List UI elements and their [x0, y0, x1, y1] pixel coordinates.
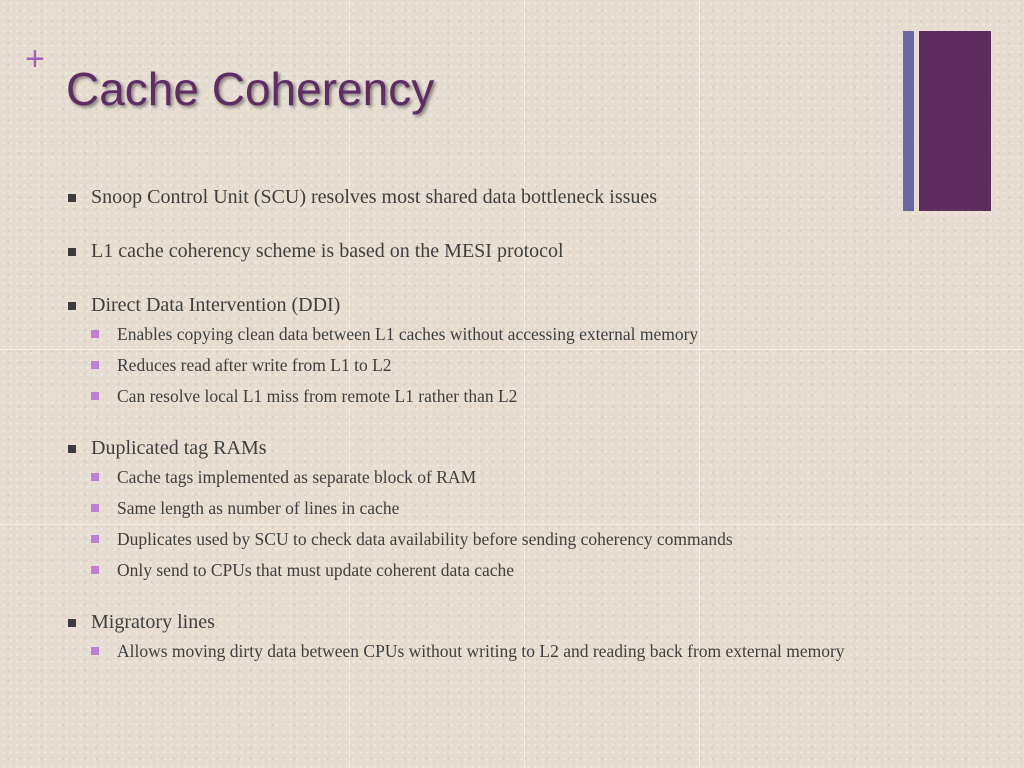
square-bullet-icon: [68, 619, 76, 627]
accent-bar-thick: [919, 31, 991, 211]
sub-bullet-item: [91, 323, 868, 345]
square-bullet-icon: [68, 445, 76, 453]
square-bullet-icon: [68, 248, 76, 256]
bullet-item: [68, 435, 868, 581]
sub-bullet-text: Only send to CPUs that must update coherent data cache: [117, 560, 515, 580]
square-sub-bullet-icon: [91, 392, 99, 400]
sub-bullet-item: [91, 497, 868, 519]
sub-bullet-list: [91, 323, 868, 407]
bullet-text: Duplicated tag RAMs: [91, 437, 267, 459]
square-bullet-icon: [68, 194, 76, 202]
bullet-item: [68, 292, 868, 407]
sub-bullet-item: [91, 640, 868, 662]
bullet-text: Direct Data Intervention (DDI): [91, 294, 341, 316]
bullet-item: [68, 238, 868, 264]
square-sub-bullet-icon: [91, 361, 99, 369]
square-sub-bullet-icon: [91, 566, 99, 574]
bullet-item: [68, 184, 868, 210]
slide-title: Cache Coherency: [66, 63, 435, 115]
bullet-text: Snoop Control Unit (SCU) resolves most shared data bottleneck issues: [91, 186, 658, 208]
bullet-item: [68, 609, 868, 662]
square-bullet-icon: [68, 302, 76, 310]
bullet-text: L1 cache coherency scheme is based on the MESI protocol: [91, 240, 564, 262]
square-sub-bullet-icon: [91, 535, 99, 543]
square-sub-bullet-icon: [91, 473, 99, 481]
square-sub-bullet-icon: [91, 647, 99, 655]
sub-bullet-item: [91, 354, 868, 376]
sub-bullet-text: Allows moving dirty data between CPUs without writing to L2 and reading back from external memory: [117, 641, 845, 661]
accent-bar-thin: [903, 31, 914, 211]
bullet-text: Migratory lines: [91, 611, 215, 633]
sub-bullet-text: Cache tags implemented as separate block of RAM: [117, 467, 477, 487]
sub-bullet-item: [91, 559, 868, 581]
sub-bullet-item: [91, 466, 868, 488]
sub-bullet-list: [91, 640, 868, 662]
sub-bullet-item: [91, 528, 868, 550]
sub-bullet-text: Enables copying clean data between L1 caches without accessing external memory: [117, 324, 699, 344]
sub-bullet-text: Same length as number of lines in cache: [117, 498, 400, 518]
sub-bullet-list: [91, 466, 868, 581]
sub-bullet-text: Reduces read after write from L1 to L2: [117, 355, 392, 375]
sub-bullet-text: Can resolve local L1 miss from remote L1 rather than L2: [117, 386, 518, 406]
sub-bullet-text: Duplicates used by SCU to check data availability before sending coherency commands: [117, 529, 733, 549]
sub-bullet-item: [91, 385, 868, 407]
bullet-list: [68, 184, 868, 662]
plus-icon: +: [25, 40, 45, 78]
square-sub-bullet-icon: [91, 504, 99, 512]
square-sub-bullet-icon: [91, 330, 99, 338]
